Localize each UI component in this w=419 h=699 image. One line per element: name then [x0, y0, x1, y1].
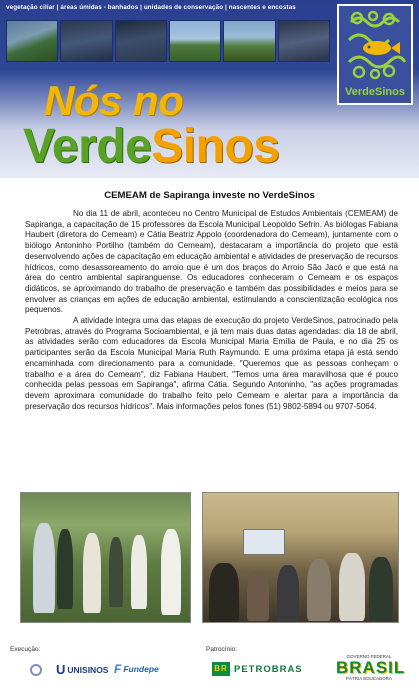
gov-bottom-text: PÁTRIA EDUCADORA	[345, 676, 392, 681]
logo-wordmark: VerdeSinos	[345, 86, 405, 98]
person-figure	[247, 571, 269, 621]
article	[0, 178, 419, 486]
unisinos-text: UNISINOS	[67, 664, 109, 675]
header-banner	[0, 0, 419, 178]
person-figure	[161, 529, 181, 615]
classroom-photo	[202, 492, 399, 623]
sponsors-footer	[0, 638, 419, 699]
verdesinos-logo	[337, 4, 413, 105]
fundepe-logo	[114, 662, 159, 676]
gov-top-text: GOVERNO FEDERAL	[346, 654, 392, 659]
person-figure	[369, 557, 393, 621]
strip-photo	[6, 20, 58, 62]
person-figure	[307, 559, 331, 621]
title-verde: Verde	[23, 120, 152, 173]
governo-federal-logo	[336, 654, 406, 681]
strip-photo	[223, 20, 275, 62]
person-figure	[277, 565, 299, 621]
title-line-2	[23, 122, 279, 172]
projection-screen	[243, 529, 285, 555]
partner-circle-logo-icon	[30, 664, 42, 676]
photo-strip	[6, 20, 330, 62]
article-body	[25, 209, 398, 412]
unisinos-logo	[56, 662, 108, 677]
person-figure	[57, 529, 73, 609]
strip-photo	[278, 20, 330, 62]
topics-bar: vegetação ciliar | áreas úmidas - banhados | unidades de conservação | nascentes e encostas	[6, 4, 296, 11]
person-figure	[33, 523, 55, 613]
person-figure	[209, 563, 239, 623]
strip-photo	[169, 20, 221, 62]
petrobras-text: PETROBRAS	[234, 663, 303, 675]
person-figure	[109, 537, 123, 607]
strip-photo	[115, 20, 167, 62]
gov-brasil-text: BRASIL	[336, 658, 406, 677]
person-figure	[83, 533, 101, 613]
article-headline: CEMEAM de Sapiranga investe no VerdeSinos	[104, 190, 315, 201]
sponsorship-label: Patrocínio:	[206, 646, 238, 653]
article-paragraph: No dia 11 de abril, aconteceu no Centro Municipal de Estudos Ambientais (CEMEAM) de Sapiranga, a capacitação de 15 professores da Escola Municipal Leopoldo Sefrin. As biólogas Fabiana Haubert (diretora do Cemeam) e Cátia Beatriz Appolo (coordenadora do Cemeam), juntamente com o biólogo Antoninho Portilho (também do Cemeam), destacaram a importância do projeto que está desenvolvendo ações de capacitação em educação ambiental e atividades de preservação de recursos hídricos, como desassoreamento do arroio que é um dos braços do Arroio São Jacó e que está na área do centro ambiental sapiranguense. Os educadores conheceram o Cemeam e os espaços didáticos, se aproximando do trabalho de preservação e também das possibilidades e meios para se envolver as crianças em ações de educação ambiental, estimulando a conscientização ecológica nos pequenos.	[25, 209, 398, 315]
fish-river-logo-icon	[343, 10, 407, 82]
petrobras-logo	[212, 662, 303, 676]
outdoor-group-photo	[20, 492, 191, 623]
unisinos-mark: U	[56, 662, 66, 677]
person-figure	[339, 553, 365, 621]
article-paragraph: A atividade integra uma das etapas de execução do projeto VerdeSinos, patrocinado pela Petrobras, através do Programa Socioambiental, e já tem mais duas datas agendadas: dia 18 de abril, as atividades serão com educadores da Escola Municipal Maria Emília de Paula, e no dia 25 os participantes serão da Escola Municipal Maria Ruth Raymundo. E uma próxima etapa já está sendo encaminhada com direcionamento para a comunidade. "Queremos que as pessoas conheçam o trabalho e a área do Cemeam", diz Fabiana Haubert. "Temos uma área maravilhosa que é pouco conhecida pelas pessoas em Sapiranga", afirma Cátia. Segundo Antoninho, "as ações programadas devem aproximara comunidade do trabalho feito pelo Cemeam e alertar para a importância da preservação dos recursos hídricos". Mais informações pelos fones (51) 9802-5894 ou 9707-5064.	[25, 316, 398, 411]
title-line-1: Nós no	[44, 77, 184, 124]
execution-label: Execução:	[10, 646, 41, 653]
person-figure	[131, 535, 147, 609]
title-sinos: Sinos	[151, 120, 280, 173]
br-mark: BR	[212, 662, 230, 676]
strip-photo	[60, 20, 112, 62]
fundepe-text: Fundepe	[123, 664, 159, 674]
fundepe-mark: F	[114, 662, 122, 676]
